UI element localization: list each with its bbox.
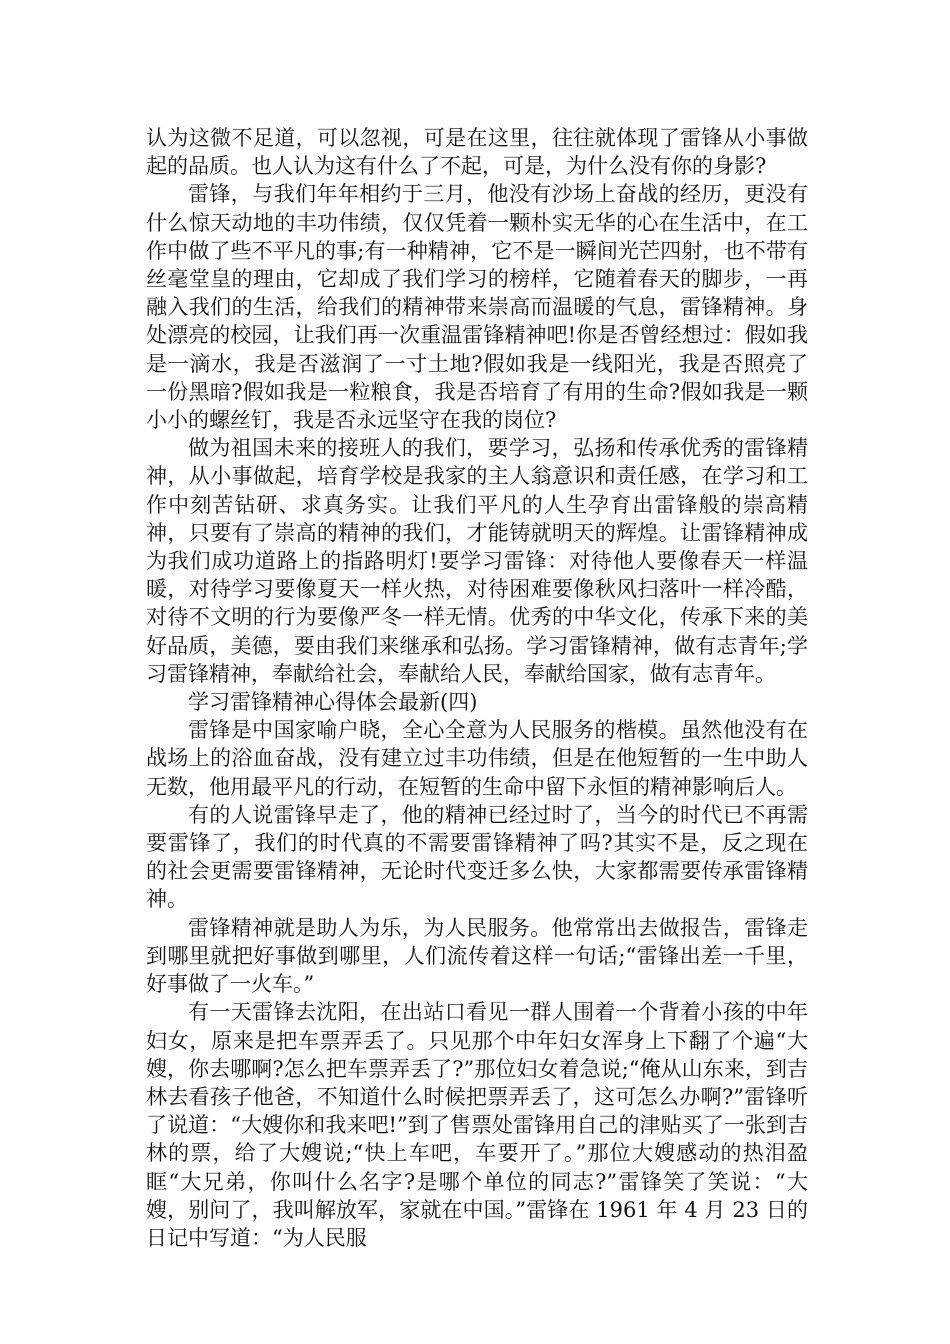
paragraph: 有一天雷锋去沈阳，在出站口看见一群人围着一个背着小孩的中年妇女，原来是把车票弄丢了。只见那个中年妇女浑身上下翻了个遍“大嫂，你去哪啊?怎么把车票弄丢了?”那位妇女着急说;“俺从山东来，到吉林去看孩子他爸，不知道什么时候把票弄丢了，这可怎么办啊?”雷锋听了说道：“大嫂你和我来吧!”到了售票处雷锋用自己的津贴买了一张到吉林的票，给了大嫂说;“快上车吧，车要开了。”那位大嫂感动的热泪盈眶“大兄弟，你叫什么名字?是哪个单位的同志?”雷锋笑了笑说：“大嫂，别问了，我叫解放军，家就在中国。”雷锋在 1961 年 4 月 23 日的日记中写道：“为人民服 (146, 1000, 808, 1250)
paragraph-continuation: 认为这微不足道，可以忽视，可是在这里，往往就体现了雷锋从小事做起的品质。也人认为这有什么了不起，可是，为什么没有你的身影? (146, 126, 808, 179)
document-body (146, 124, 808, 1252)
section-heading: 学习雷锋精神心得体会最新(四) (188, 690, 478, 715)
paragraph: 有的人说雷锋早走了，他的精神已经过时了，当今的时代已不再需要雷锋了，我们的时代真的不需要雷锋精神了吗?其实不是，反之现在的社会更需要雷锋精神，无论时代变迁多么快，大家都需要传承雷锋精神。 (146, 802, 808, 912)
paragraph: 雷锋精神就是助人为乐，为人民服务。他常常出去做报告，雷锋走到哪里就把好事做到哪里，人们流传着这样一句话;“雷锋出差一千里，好事做了一火车。” (146, 915, 808, 997)
paragraph: 雷锋，与我们年年相约于三月，他没有沙场上奋战的经历，更没有什么惊天动地的丰功伟绩，仅仅凭着一颗朴实无华的心在生活中，在工作中做了些不平凡的事;有一种精神，它不是一瞬间光芒四射，也不带有丝毫堂皇的理由，它却成了我们学习的榜样，它随着春天的脚步，一再融入我们的生活，给我们的精神带来崇高而温暖的气息，雷锋精神。身处漂亮的校园，让我们再一次重温雷锋精神吧!你是否曾经想过：假如我是一滴水，我是否滋润了一寸土地?假如我是一线阳光，我是否照亮了一份黑暗?假如我是一粒粮食，我是否培育了有用的生命?假如我是一颗小小的螺丝钉，我是否永远坚守在我的岗位? (146, 182, 808, 433)
paragraph: 做为祖国未来的接班人的我们，要学习，弘扬和传承优秀的雷锋精神，从小事做起，培育学校是我家的主人翁意识和责任感，在学习和工作中刻苦钻研、求真务实。让我们平凡的人生孕育出雷锋般的崇高精神，只要有了崇高的精神的我们，才能铸就明天的辉煌。让雷锋精神成为我们成功道路上的指路明灯!要学习雷锋：对待他人要像春天一样温暖，对待学习要像夏天一样火热，对待困难要像秋风扫落叶一样冷酷，对待不文明的行为要像严冬一样无情。优秀的中华文化，传承下来的美好品质，美德，要由我们来继承和弘扬。学习雷锋精神，做有志青年;学习雷锋精神，奉献给社会，奉献给人民，奉献给国家，做有志青年。 (146, 436, 808, 686)
paragraph: 雷锋是中国家喻户晓，全心全意为人民服务的楷模。虽然他没有在战场上的浴血奋战，没有建立过丰功伟绩，但是在他短暂的一生中助人无数，他用最平凡的行动，在短暂的生命中留下永恒的精神影响后人。 (146, 718, 808, 799)
